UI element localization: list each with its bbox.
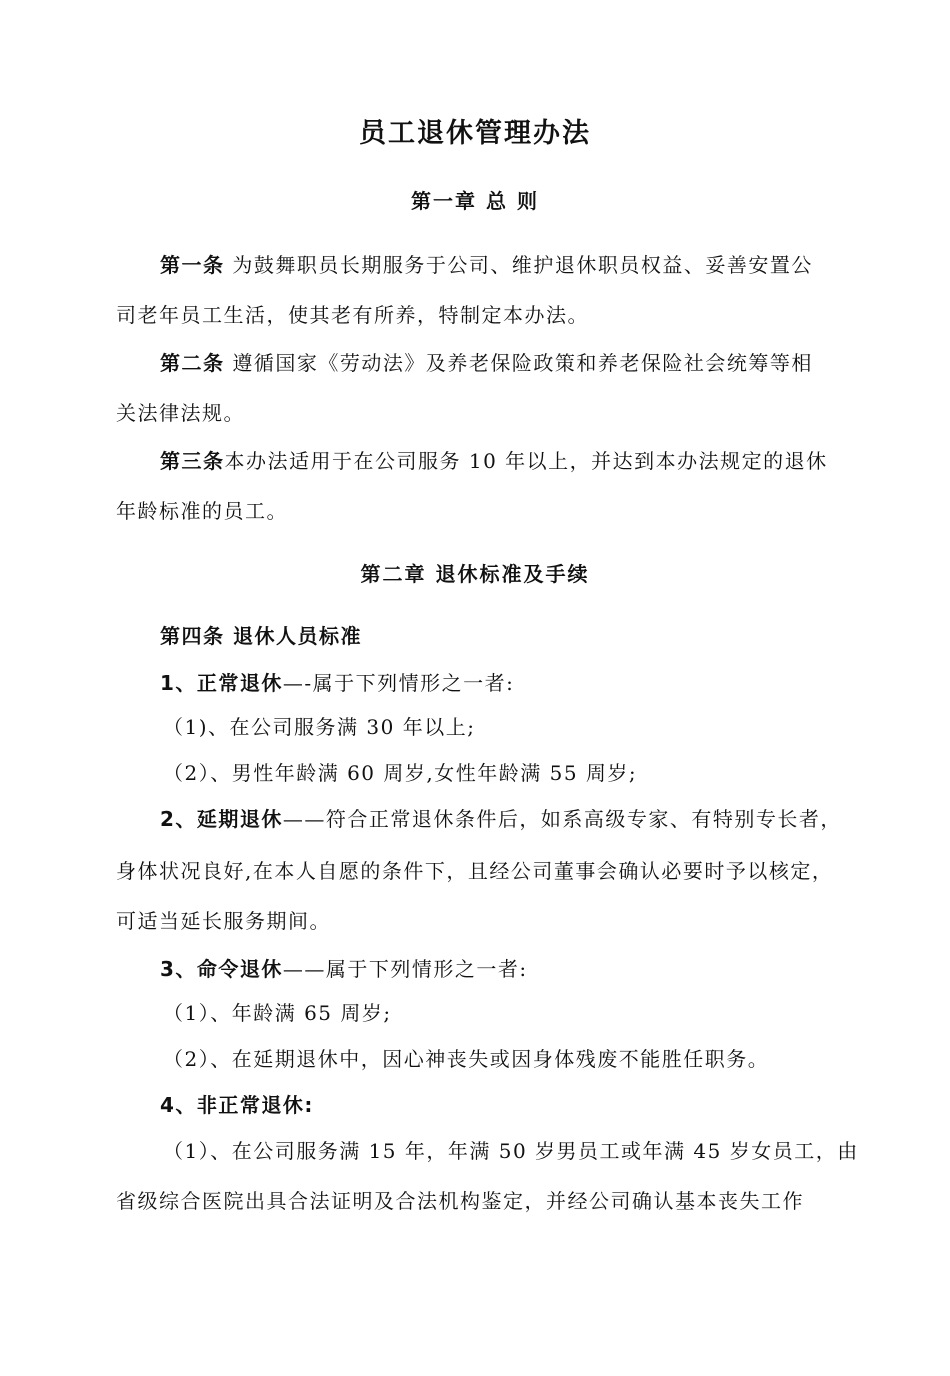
- chapter-1-heading: 第一章 总 则: [411, 189, 539, 213]
- normal-retirement-line: [0, 668, 950, 698]
- extended-retirement-text: ——符合正常退休条件后，如系高级专家、有特别专长者，: [282, 807, 842, 831]
- abnormal-retirement-item-1-line-2: 省级综合医院出具合法证明及合法机构鉴定，并经公司确认基本丧失工作: [116, 1189, 804, 1213]
- document-title: 员工退休管理办法: [359, 118, 591, 149]
- normal-retirement-text: —-属于下列情形之一者:: [282, 671, 515, 695]
- normal-retirement-item-1: （1)、在公司服务满 30 年以上;: [163, 715, 476, 739]
- article-1-line-1: [0, 250, 950, 280]
- extended-retirement-line-1: [0, 804, 950, 834]
- normal-retirement-item-2: （2）、男性年龄满 60 周岁,女性年龄满 55 周岁;: [163, 761, 638, 785]
- abnormal-retirement-label: 4、非正常退休:: [160, 1093, 314, 1117]
- abnormal-retirement-item-1-line-1: （1）、在公司服务满 15 年，年满 50 岁男员工或年满 45 岁女员工，由: [163, 1139, 859, 1163]
- ordered-retirement-line: [0, 954, 950, 984]
- article-3-line-1: [0, 446, 950, 476]
- article-1-label: 第一条: [160, 253, 225, 277]
- article-4-heading: 第四条 退休人员标准: [160, 624, 362, 648]
- article-1-text: 为鼓舞职员长期服务于公司、维护退休职员权益、妥善安置公: [224, 253, 813, 277]
- extended-retirement-line-3: 可适当延长服务期间。: [116, 909, 331, 933]
- normal-retirement-label: 1、正常退休: [160, 671, 283, 695]
- article-2-label: 第二条: [160, 351, 225, 375]
- article-2-text: 遵循国家《劳动法》及养老保险政策和养老保险社会统筹等相: [224, 351, 813, 375]
- extended-retirement-label: 2、延期退休: [160, 807, 283, 831]
- article-2-line-1: [0, 348, 950, 378]
- chapter-2-heading: 第二章 退休标准及手续: [360, 562, 590, 586]
- article-3-line-2: 年龄标准的员工。: [116, 499, 288, 523]
- ordered-retirement-item-1: （1）、年龄满 65 周岁;: [163, 1001, 392, 1025]
- ordered-retirement-text: ——属于下列情形之一者:: [282, 957, 528, 981]
- article-1-line-2: 司老年员工生活，使其老有所养，特制定本办法。: [116, 303, 589, 327]
- article-3-text: 本办法适用于在公司服务 10 年以上，并达到本办法规定的退休: [224, 449, 828, 473]
- ordered-retirement-label: 3、命令退休: [160, 957, 283, 981]
- article-3-label: 第三条: [160, 449, 225, 473]
- article-2-line-2: 关法律法规。: [116, 401, 245, 425]
- extended-retirement-line-2: 身体状况良好,在本人自愿的条件下，且经公司董事会确认必要时予以核定，: [116, 859, 834, 883]
- ordered-retirement-item-2: （2）、在延期退休中，因心神丧失或因身体残废不能胜任职务。: [163, 1047, 770, 1071]
